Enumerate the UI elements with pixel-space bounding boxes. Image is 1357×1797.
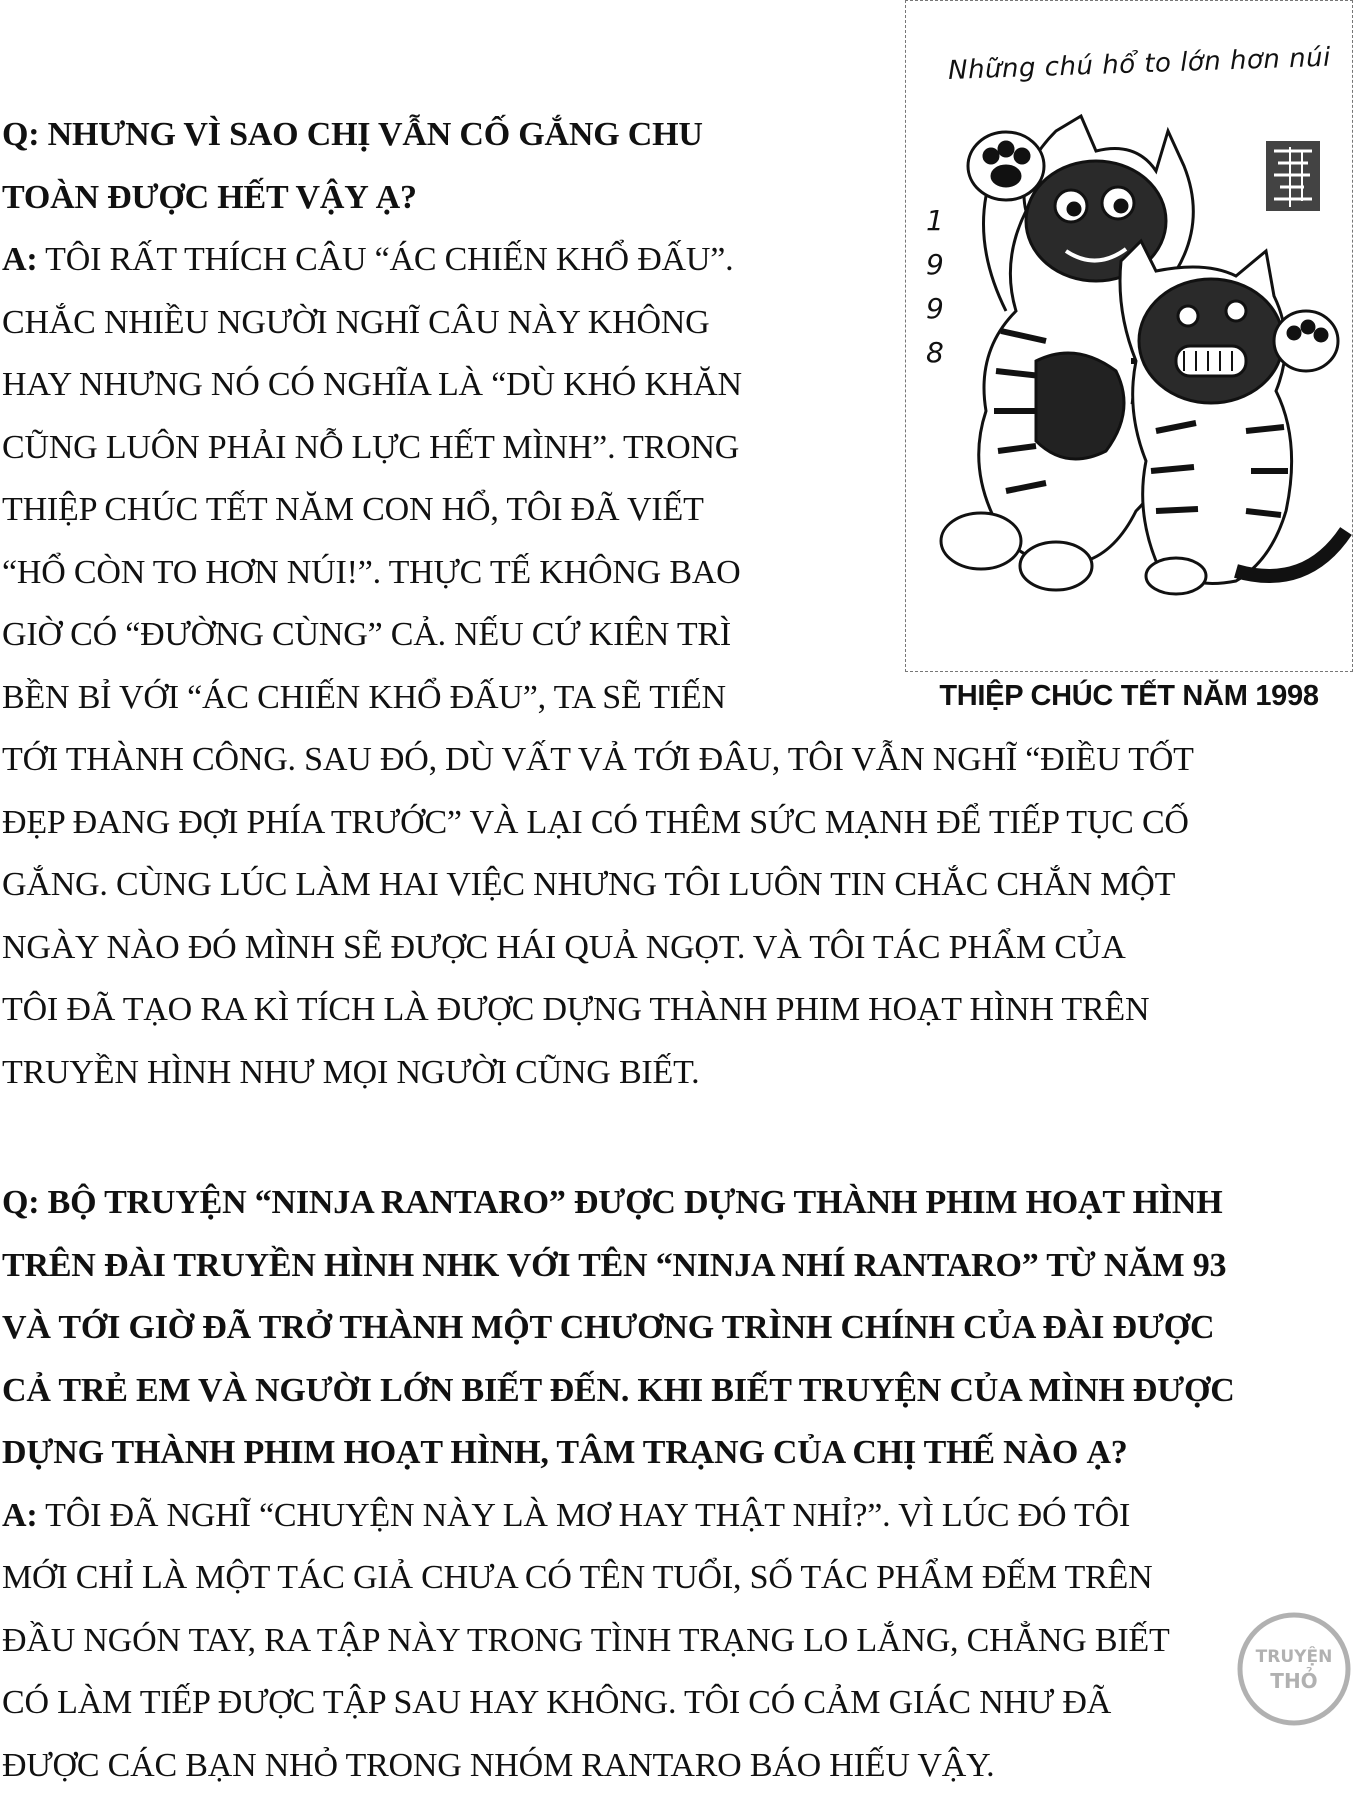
card-caption: THIỆP CHÚC TẾT NĂM 1998: [905, 680, 1353, 713]
qa-section-1: [2, 104, 1194, 1104]
answer-prefix: A:: [2, 1497, 37, 1534]
answer-text: TÔI ĐÃ NGHĨ “CHUYỆN NÀY LÀ MƠ HAY THẬT NHỈ?”. VÌ LÚC ĐÓ TÔI: [37, 1497, 1130, 1534]
svg-text:TRUYỆN: TRUYỆN: [1256, 1645, 1333, 1667]
question-line: TRÊN ĐÀI TRUYỀN HÌNH NHK VỚI TÊN “NINJA NHÍ RANTARO” TỪ NĂM 93: [2, 1235, 1235, 1298]
answer-line: HAY NHƯNG NÓ CÓ NGHĨA LÀ “DÙ KHÓ KHĂN: [2, 354, 1194, 417]
answer-line: MỚI CHỈ LÀ MỘT TÁC GIẢ CHƯA CÓ TÊN TUỔI, SỐ TÁC PHẨM ĐẾM TRÊN: [2, 1547, 1235, 1610]
year-digit: 9: [926, 243, 956, 287]
answer-line: THIỆP CHÚC TẾT NĂM CON HỔ, TÔI ĐÃ VIẾT: [2, 479, 1194, 542]
answer-line: “HỔ CÒN TO HƠN NÚI!”. THỰC TẾ KHÔNG BAO: [2, 542, 1194, 605]
year-digit: 1: [926, 199, 956, 243]
svg-text:THỎ: THỎ: [1270, 1668, 1317, 1693]
answer-text: TÔI RẤT THÍCH CÂU “ÁC CHIẾN KHỔ ĐẤU”.: [37, 241, 733, 278]
answer-line: GIỜ CÓ “ĐƯỜNG CÙNG” CẢ. NẾU CỨ KIÊN TRÌ: [2, 604, 1194, 667]
answer-line: [2, 229, 1194, 292]
answer-line: ĐẦU NGÓN TAY, RA TẬP NÀY TRONG TÌNH TRẠNG LO LẮNG, CHẲNG BIẾT: [2, 1610, 1235, 1673]
question-line: CẢ TRẺ EM VÀ NGƯỜI LỚN BIẾT ĐẾN. KHI BIẾT TRUYỆN CỦA MÌNH ĐƯỢC: [2, 1360, 1235, 1423]
qa-section-2: [2, 1172, 1235, 1797]
answer-line: CHẮC NHIỀU NGƯỜI NGHĨ CÂU NÀY KHÔNG: [2, 292, 1194, 355]
answer-prefix: A:: [2, 241, 37, 278]
answer-line: [2, 1485, 1235, 1548]
answer-line: ĐƯỢC CÁC BẠN NHỎ TRONG NHÓM RANTARO BÁO HIẾU VẬY.: [2, 1735, 1235, 1797]
question-line: VÀ TỚI GIỜ ĐÃ TRỞ THÀNH MỘT CHƯƠNG TRÌNH CHÍNH CỦA ĐÀI ĐƯỢC: [2, 1297, 1235, 1360]
year-digit: 9: [926, 287, 956, 331]
answer-line: ĐẸP ĐANG ĐỢI PHÍA TRƯỚC” VÀ LẠI CÓ THÊM SỨC MẠNH ĐỂ TIẾP TỤC CỐ: [2, 792, 1194, 855]
answer-line: TỚI THÀNH CÔNG. SAU ĐÓ, DÙ VẤT VẢ TỚI ĐÂU, TÔI VẪN NGHĨ “ĐIỀU TỐT: [2, 729, 1194, 792]
year-digit: 8: [926, 331, 956, 375]
answer-line: CÓ LÀM TIẾP ĐƯỢC TẬP SAU HAY KHÔNG. TÔI CÓ CẢM GIÁC NHƯ ĐÃ: [2, 1672, 1235, 1735]
answer-line: NGÀY NÀO ĐÓ MÌNH SẼ ĐƯỢC HÁI QUẢ NGỌT. VÀ TÔI TÁC PHẨM CỦA: [2, 917, 1194, 980]
answer-line: BỀN BỈ VỚI “ÁC CHIẾN KHỔ ĐẤU”, TA SẼ TIẾN: [2, 667, 1194, 730]
seal-stamp-icon: [1266, 141, 1320, 211]
answer-line: TRUYỀN HÌNH NHƯ MỌI NGƯỜI CŨNG BIẾT.: [2, 1042, 1194, 1105]
answer-line: TÔI ĐÃ TẠO RA KÌ TÍCH LÀ ĐƯỢC DỰNG THÀNH PHIM HOẠT HÌNH TRÊN: [2, 979, 1194, 1042]
question-line: Q: NHƯNG VÌ SAO CHỊ VẪN CỐ GẮNG CHU: [2, 104, 1194, 167]
watermark-logo: [1235, 1610, 1353, 1728]
answer-line: CŨNG LUÔN PHẢI NỖ LỰC HẾT MÌNH”. TRONG: [2, 417, 1194, 480]
card-handwritten-title: Những chú hổ to lớn hơn núi: [948, 42, 1349, 86]
answer-line: GẮNG. CÙNG LÚC LÀM HAI VIỆC NHƯNG TÔI LUÔN TIN CHẮC CHẮN MỘT: [2, 854, 1194, 917]
question-line: Q: BỘ TRUYỆN “NINJA RANTARO” ĐƯỢC DỰNG THÀNH PHIM HOẠT HÌNH: [2, 1172, 1235, 1235]
question-line: TOÀN ĐƯỢC HẾT VẬY Ạ?: [2, 167, 1194, 230]
question-line: DỰNG THÀNH PHIM HOẠT HÌNH, TÂM TRẠNG CỦA CHỊ THẾ NÀO Ạ?: [2, 1422, 1235, 1485]
